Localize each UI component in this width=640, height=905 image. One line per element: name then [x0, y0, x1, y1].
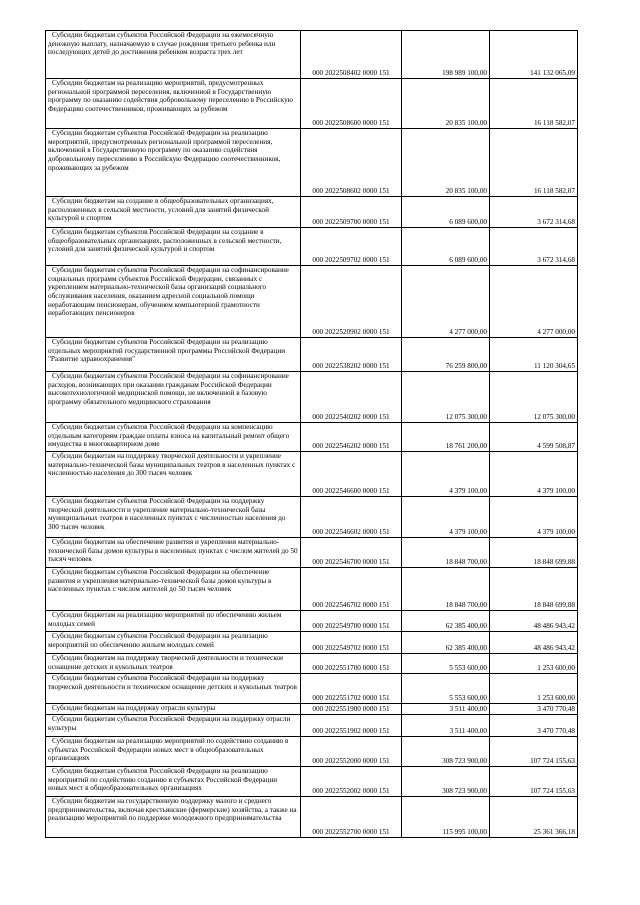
row-approved-amount: 18 848 700,00	[402, 538, 490, 568]
table-row	[46, 372, 578, 423]
row-executed-amount: 107 724 155,63	[490, 767, 578, 797]
row-approved-amount: 308 723 900,00	[402, 737, 490, 767]
row-description: Субсидии бюджетам на государственную поддержку малого и среднего предпринимательства, включая крестьянские (фермерские) хозяйства, а также на реализацию мероприятий по поддержке молодежного предпринимательства	[46, 797, 301, 838]
row-budget-code: 000 2022551900 0000 151	[301, 704, 402, 715]
row-budget-code: 000 2022549702 0000 151	[301, 632, 402, 654]
table-row	[46, 129, 578, 197]
row-budget-code: 000 2022508602 0000 151	[301, 129, 402, 197]
row-executed-amount: 18 848 699,88	[490, 568, 578, 611]
table-row	[46, 704, 578, 715]
row-description: Субсидии бюджетам субъектов Российской Федерации на реализацию мероприятий по содействию созданию в субъектах Российской Федерации новых мест в общеобразовательных организациях	[46, 767, 301, 797]
row-approved-amount: 4 379 100,00	[402, 452, 490, 497]
row-executed-amount: 1 253 600,00	[490, 654, 578, 674]
row-description: Субсидии бюджетам субъектов Российской Федерации на ежемесячную денежную выплату, назначаемую в случае рождения третьего ребенка или последующих детей до достижения ребенком возраста трех лет	[46, 31, 301, 79]
row-executed-amount: 11 120 304,65	[490, 338, 578, 372]
row-approved-amount: 308 723 900,00	[402, 767, 490, 797]
row-approved-amount: 5 553 600,00	[402, 674, 490, 704]
row-approved-amount: 18 848 700,00	[402, 568, 490, 611]
row-executed-amount: 4 379 100,00	[490, 452, 578, 497]
table-row	[46, 79, 578, 129]
row-description: Субсидии бюджетам на реализацию мероприятий по обеспечению жильем молодых семей	[46, 611, 301, 632]
row-budget-code: 000 2022546202 0000 151	[301, 423, 402, 452]
row-executed-amount: 25 361 366,18	[490, 797, 578, 838]
row-executed-amount: 4 277 000,00	[490, 266, 578, 338]
budget-table	[45, 30, 578, 838]
row-description: Субсидии бюджетам на реализацию мероприятий по содействию созданию в субъектах Российской Федерации новых мест в общеобразовательных организациях	[46, 737, 301, 767]
row-budget-code: 000 2022546602 0000 151	[301, 497, 402, 538]
row-budget-code: 000 2022540202 0000 151	[301, 372, 402, 423]
table-row	[46, 654, 578, 674]
row-budget-code: 000 2022546700 0000 151	[301, 538, 402, 568]
row-executed-amount: 12 075 300,00	[490, 372, 578, 423]
row-description: Субсидии бюджетам субъектов Российской Федерации на реализацию мероприятий по обеспечению жильем молодых семей	[46, 632, 301, 654]
table-row	[46, 715, 578, 737]
row-description: Субсидии бюджетам субъектов Российской Федерации на софинансирование расходов, возникающих при оказании гражданам Российской Федерации высокотехнологичной медицинской помощи, не включенной в базовую программу обязательного медицинского страхования	[46, 372, 301, 423]
row-executed-amount: 3 672 314,68	[490, 228, 578, 266]
row-executed-amount: 16 118 582,07	[490, 129, 578, 197]
row-description: Субсидии бюджетам на поддержку творческой деятельности и укрепление материально-технической базы муниципальных театров в населенных пунктах с численностью населения до 300 тысяч человек	[46, 452, 301, 497]
row-description: Субсидии бюджетам субъектов Российской Федерации на обеспечение развития и укрепления материально-технической базы домов культуры в населенных пунктах с числом жителей до 50 тысяч человек	[46, 568, 301, 611]
row-executed-amount: 3 470 770,48	[490, 715, 578, 737]
row-budget-code: 000 2022551902 0000 151	[301, 715, 402, 737]
row-description: Субсидии бюджетам субъектов Российской Федерации на поддержку творческой деятельности и техническое оснащение детских и кукольных театров	[46, 674, 301, 704]
row-description: Субсидии бюджетам на поддержку творческой деятельности и техническое оснащение детских и кукольных театров	[46, 654, 301, 674]
row-description: Субсидии бюджетам на поддержку отрасли культуры	[46, 704, 301, 715]
row-approved-amount: 12 075 300,00	[402, 372, 490, 423]
table-row	[46, 797, 578, 838]
row-description: Субсидии бюджетам субъектов Российской Федерации на создание в общеобразовательных организациях, расположенных в сельской местности, условий для занятий физической культурой и спортом	[46, 228, 301, 266]
row-executed-amount: 107 724 155,63	[490, 737, 578, 767]
row-budget-code: 000 2022546702 0000 151	[301, 568, 402, 611]
row-budget-code: 000 2022546600 0000 151	[301, 452, 402, 497]
row-approved-amount: 20 835 100,00	[402, 129, 490, 197]
row-executed-amount: 3 470 770,48	[490, 704, 578, 715]
table-row	[46, 228, 578, 266]
row-description: Субсидии бюджетам субъектов Российской Федерации на реализацию отдельных мероприятий государственной программы Российской Федерации "Развитие здравоохранения"	[46, 338, 301, 372]
row-budget-code: 000 2022508402 0000 151	[301, 31, 402, 79]
row-approved-amount: 6 089 600,00	[402, 197, 490, 228]
row-approved-amount: 5 553 600,00	[402, 654, 490, 674]
table-row	[46, 611, 578, 632]
row-approved-amount: 4 379 100,00	[402, 497, 490, 538]
row-description: Субсидии бюджетам субъектов Российской Федерации на реализацию мероприятий, предусмотренных региональной программой переселения, включенной в Государственную программу по оказанию содействия добровольному переселению в Российскую Федерацию соотечественников, проживающих за рубежом	[46, 129, 301, 197]
row-approved-amount: 62 385 400,00	[402, 632, 490, 654]
row-budget-code: 000 2022552000 0000 151	[301, 737, 402, 767]
row-executed-amount: 48 486 943,42	[490, 611, 578, 632]
row-description: Субсидии бюджетам субъектов Российской Федерации на поддержку творческой деятельности и укрепление материально-технической базы муниципальных театров в населенных пунктах с численностью населения до 300 тысяч человек	[46, 497, 301, 538]
row-executed-amount: 3 672 314,68	[490, 197, 578, 228]
table-row	[46, 632, 578, 654]
row-description: Субсидии бюджетам на обеспечение развития и укрепления материально-технической базы домов культуры в населенных пунктах с числом жителей до 50 тысяч человек	[46, 538, 301, 568]
row-budget-code: 000 2022551700 0000 151	[301, 654, 402, 674]
row-executed-amount: 16 118 582,07	[490, 79, 578, 129]
row-budget-code: 000 2022552700 0000 151	[301, 797, 402, 838]
table-row	[46, 423, 578, 452]
table-row	[46, 266, 578, 338]
row-approved-amount: 4 277 000,00	[402, 266, 490, 338]
table-row	[46, 31, 578, 79]
table-row	[46, 497, 578, 538]
row-approved-amount: 62 385 400,00	[402, 611, 490, 632]
row-budget-code: 000 2022508600 0000 151	[301, 79, 402, 129]
table-row	[46, 737, 578, 767]
row-executed-amount: 18 848 699,88	[490, 538, 578, 568]
row-budget-code: 000 2022549700 0000 151	[301, 611, 402, 632]
budget-table-body	[46, 31, 578, 838]
row-description: Субсидии бюджетам субъектов Российской Федерации на поддержку отрасли культуры	[46, 715, 301, 737]
row-approved-amount: 198 989 100,00	[402, 31, 490, 79]
row-budget-code: 000 2022538202 0000 151	[301, 338, 402, 372]
row-executed-amount: 48 486 943,42	[490, 632, 578, 654]
row-executed-amount: 4 599 508,87	[490, 423, 578, 452]
table-row	[46, 538, 578, 568]
row-approved-amount: 18 761 200,00	[402, 423, 490, 452]
row-approved-amount: 3 511 400,00	[402, 715, 490, 737]
table-row	[46, 452, 578, 497]
table-row	[46, 674, 578, 704]
row-budget-code: 000 2022509702 0000 151	[301, 228, 402, 266]
row-executed-amount: 141 132 065,09	[490, 31, 578, 79]
table-row	[46, 197, 578, 228]
row-approved-amount: 3 511 400,00	[402, 704, 490, 715]
row-description: Субсидии бюджетам на реализацию мероприятий, предусмотренных региональной программой переселения, включенной в Государственную программу по оказанию содействия добровольному переселению в Российскую Федерацию соотечественников, проживающих за рубежом	[46, 79, 301, 129]
row-budget-code: 000 2022520902 0000 151	[301, 266, 402, 338]
row-approved-amount: 115 995 100,00	[402, 797, 490, 838]
row-budget-code: 000 2022509700 0000 151	[301, 197, 402, 228]
row-approved-amount: 6 089 600,00	[402, 228, 490, 266]
row-executed-amount: 1 253 600,00	[490, 674, 578, 704]
table-row	[46, 767, 578, 797]
row-executed-amount: 4 379 100,00	[490, 497, 578, 538]
row-description: Субсидии бюджетам субъектов Российской Федерации на софинансирование социальных программ субъектов Российской Федерации, связанных с укреплением материально-технической базы организаций социального обслуживания населения, оказанием адресной социальной помощи неработающим пенсионерам, обучением компьютерной грамотности неработающих пенсионеров	[46, 266, 301, 338]
row-description: Субсидии бюджетам на создание в общеобразовательных организациях, расположенных в сельской местности, условий для занятий физической культурой и спортом	[46, 197, 301, 228]
row-budget-code: 000 2022552002 0000 151	[301, 767, 402, 797]
table-row	[46, 568, 578, 611]
row-approved-amount: 20 835 100,00	[402, 79, 490, 129]
row-approved-amount: 76 259 800,00	[402, 338, 490, 372]
row-description: Субсидии бюджетам субъектов Российской Федерации на компенсацию отдельным категориям граждан оплаты взноса на капитальный ремонт общего имущества в многоквартирном доме	[46, 423, 301, 452]
table-row	[46, 338, 578, 372]
row-budget-code: 000 2022551702 0000 151	[301, 674, 402, 704]
